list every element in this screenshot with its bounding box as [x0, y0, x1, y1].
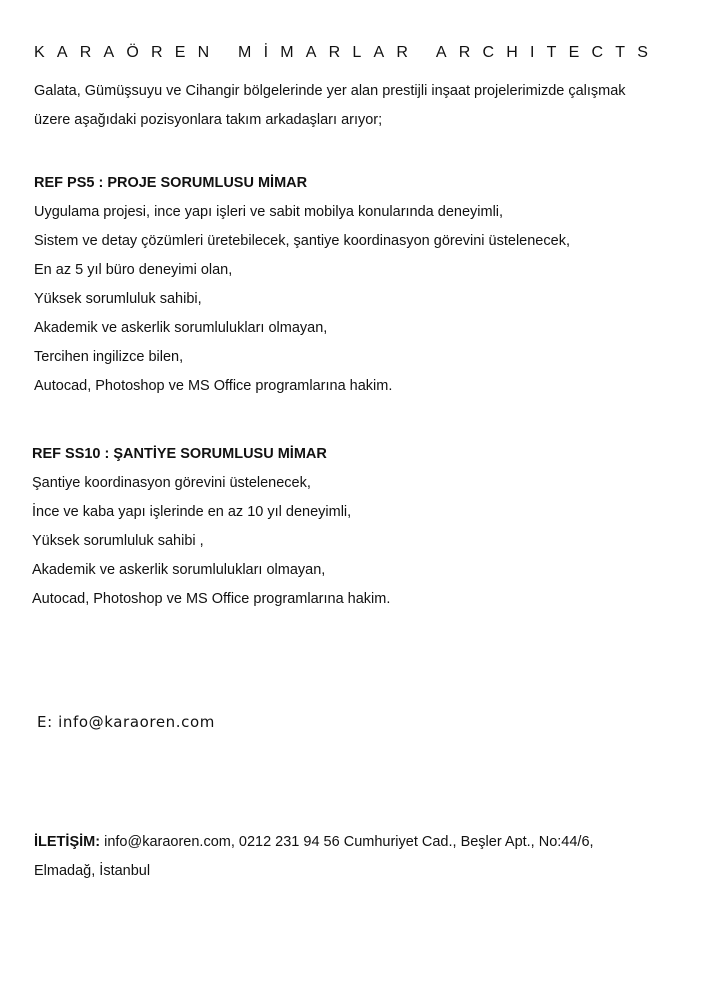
requirement-line: Yüksek sorumluluk sahibi , [32, 533, 204, 549]
requirement-line: Autocad, Photoshop ve MS Office programlarına hakim. [34, 378, 393, 394]
position-title: REF SS10 : ŞANTİYE SORUMLUSU MİMAR [32, 446, 327, 462]
company-heading: KARAÖREN MİMARLAR ARCHITECTS [34, 44, 661, 61]
contact-details: info@karaoren.com, 0212 231 94 56 Cumhuriyet Cad., Beşler Apt., No:44/6, [100, 834, 594, 850]
contact-label: İLETİŞİM: [34, 834, 101, 850]
email-line: E: info@karaoren.com [37, 713, 215, 731]
requirement-line: Tercihen ingilizce bilen, [34, 349, 184, 365]
contact-block [34, 828, 594, 886]
requirement-line: Yüksek sorumluluk sahibi, [34, 291, 202, 307]
requirement-line: Akademik ve askerlik sorumlulukları olmayan, [32, 562, 326, 578]
requirement-line: Şantiye koordinasyon görevini üstelenecek, [32, 475, 311, 491]
contact-address-line: Elmadağ, İstanbul [34, 863, 151, 879]
requirement-line: Uygulama projesi, ince yapı işleri ve sabit mobilya konularında deneyimli, [34, 204, 504, 220]
intro-line: üzere aşağıdaki pozisyonlara takım arkadaşları arıyor; [34, 112, 383, 128]
requirement-line: En az 5 yıl büro deneyimi olan, [34, 262, 233, 278]
intro-line: Galata, Gümüşsuyu ve Cihangir bölgelerinde yer alan prestijli inşaat projelerimizde çalışmak [34, 83, 626, 99]
requirement-line: Sistem ve detay çözümleri üretebilecek, şantiye koordinasyon görevini üstelenecek, [34, 233, 570, 249]
requirement-line: Autocad, Photoshop ve MS Office programlarına hakim. [32, 591, 391, 607]
position-ss10-section [32, 440, 390, 614]
requirement-line: Akademik ve askerlik sorumlulukları olmayan, [34, 320, 328, 336]
requirement-line: İnce ve kaba yapı işlerinde en az 10 yıl deneyimli, [32, 504, 352, 520]
intro-paragraph [34, 77, 626, 135]
contact-line [34, 828, 594, 857]
position-ps5-section [34, 169, 570, 401]
position-title: REF PS5 : PROJE SORUMLUSU MİMAR [34, 175, 308, 191]
